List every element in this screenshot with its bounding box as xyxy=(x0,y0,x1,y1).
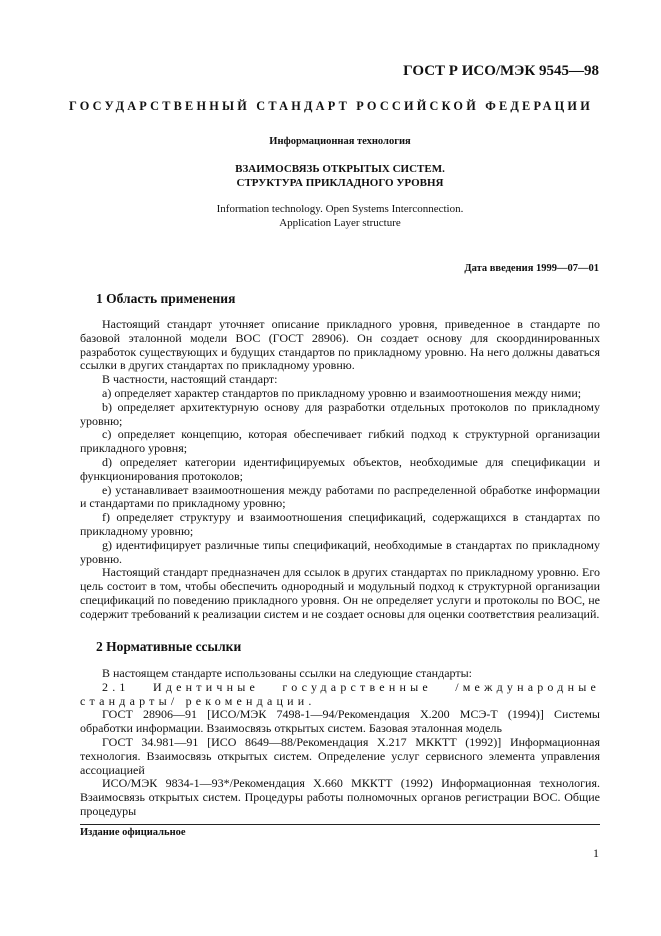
section-heading: 1 Область применения xyxy=(96,291,236,306)
document-title xyxy=(80,162,600,190)
paragraph: Настоящий стандарт предназначен для ссылок в других стандартах по прикладному уровню. Его цель состоит в том, чтобы обеспечить однородный и модульный подход к структурной организации спецификаций по поведению прикладного уровня. Он не определяет услуги и протоколы по ВОС, не содержит требований к реализации систем и не создает основы для оценки соответствия реализаций. xyxy=(80,565,600,621)
list-item: e) устанавливает взаимоотношения между работами по распределенной обработке информации и стандартами по прикладному уровню; xyxy=(80,482,600,511)
english-title-line: Information technology. Open Systems Interconnection. xyxy=(216,203,464,215)
title-line: СТРУКТУРА ПРИКЛАДНОГО УРОВНЯ xyxy=(236,177,444,189)
english-title xyxy=(80,202,600,230)
list-item: a) определяет характер стандартов по прикладному уровню и взаимоотношения между ними; xyxy=(102,385,582,400)
edition-note: Издание официальное xyxy=(80,827,186,838)
subsection-heading: 2.1 Идентичные государственные /международные стандарты/ рекомендации. xyxy=(80,679,600,708)
paragraph: Настоящий стандарт уточняет описание прикладного уровня, приведенное в стандарте по базовой эталонной модели ВОС (ГОСТ 28906). Он создает основу для скоординированных разработок существующих и будущих стандартов по прикладному уровню. На него должны даваться ссылки в других стандартах по прикладному уровню. xyxy=(80,317,600,373)
effective-date: Дата введения 1999—07—01 xyxy=(464,263,599,274)
list-item: d) определяет категории идентифицируемых объектов, необходимые для спецификации и функционирования протоколов; xyxy=(80,454,600,483)
subject-heading: Информационная технология xyxy=(269,136,411,147)
list-item: b) определяет архитектурную основу для разработки отдельных протоколов по прикладному уровню; xyxy=(80,399,600,428)
standard-code: ГОСТ Р ИСО/МЭК 9545—98 xyxy=(403,63,599,79)
reference: ГОСТ 28906—91 [ИСО/МЭК 7498-1—94/Рекомендация X.200 МСЭ-Т (1994)] Системы обработки информации. Взаимосвязь открытых систем. Базовая эталонная модель xyxy=(80,707,600,736)
title-line: ВЗАИМОСВЯЗЬ ОТКРЫТЫХ СИСТЕМ. xyxy=(235,163,445,175)
section-heading: 2 Нормативные ссылки xyxy=(96,639,242,654)
footer-divider xyxy=(80,824,600,825)
page-number: 1 xyxy=(593,846,599,860)
paragraph: В частности, настоящий стандарт: xyxy=(102,372,278,387)
paragraph: В настоящем стандарте использованы ссылки на следующие стандарты: xyxy=(102,666,473,680)
state-standard-banner: ГОСУДАРСТВЕННЫЙ СТАНДАРТ РОССИЙСКОЙ ФЕДЕРАЦИИ xyxy=(69,99,593,113)
english-title-line: Application Layer structure xyxy=(279,217,401,229)
section-body xyxy=(80,667,600,819)
list-item: c) определяет концепцию, которая обеспечивает гибкий подход к структурной организации прикладного уровня; xyxy=(80,427,600,456)
reference: ИСО/МЭК 9834-1—93*/Рекомендация X.660 МККТТ (1992) Информационная технология. Взаимосвязь открытых систем. Процедуры работы полномочных органов регистрации ВОС. Общие процедуры xyxy=(80,776,600,818)
list-item: g) идентифицирует различные типы спецификаций, необходимые в стандартах по прикладному уровню. xyxy=(80,537,600,566)
reference: ГОСТ 34.981—91 [ИСО 8649—88/Рекомендация X.217 МККТТ (1992)] Информационная технология. Взаимосвязь открытых систем. Определение услуг сервисного элемента управления ассоциацией xyxy=(80,734,600,777)
list-item: f) определяет структуру и взаимоотношения спецификаций, содержащихся в стандартах по прикладному уровню; xyxy=(80,510,600,538)
section-body xyxy=(80,318,600,622)
